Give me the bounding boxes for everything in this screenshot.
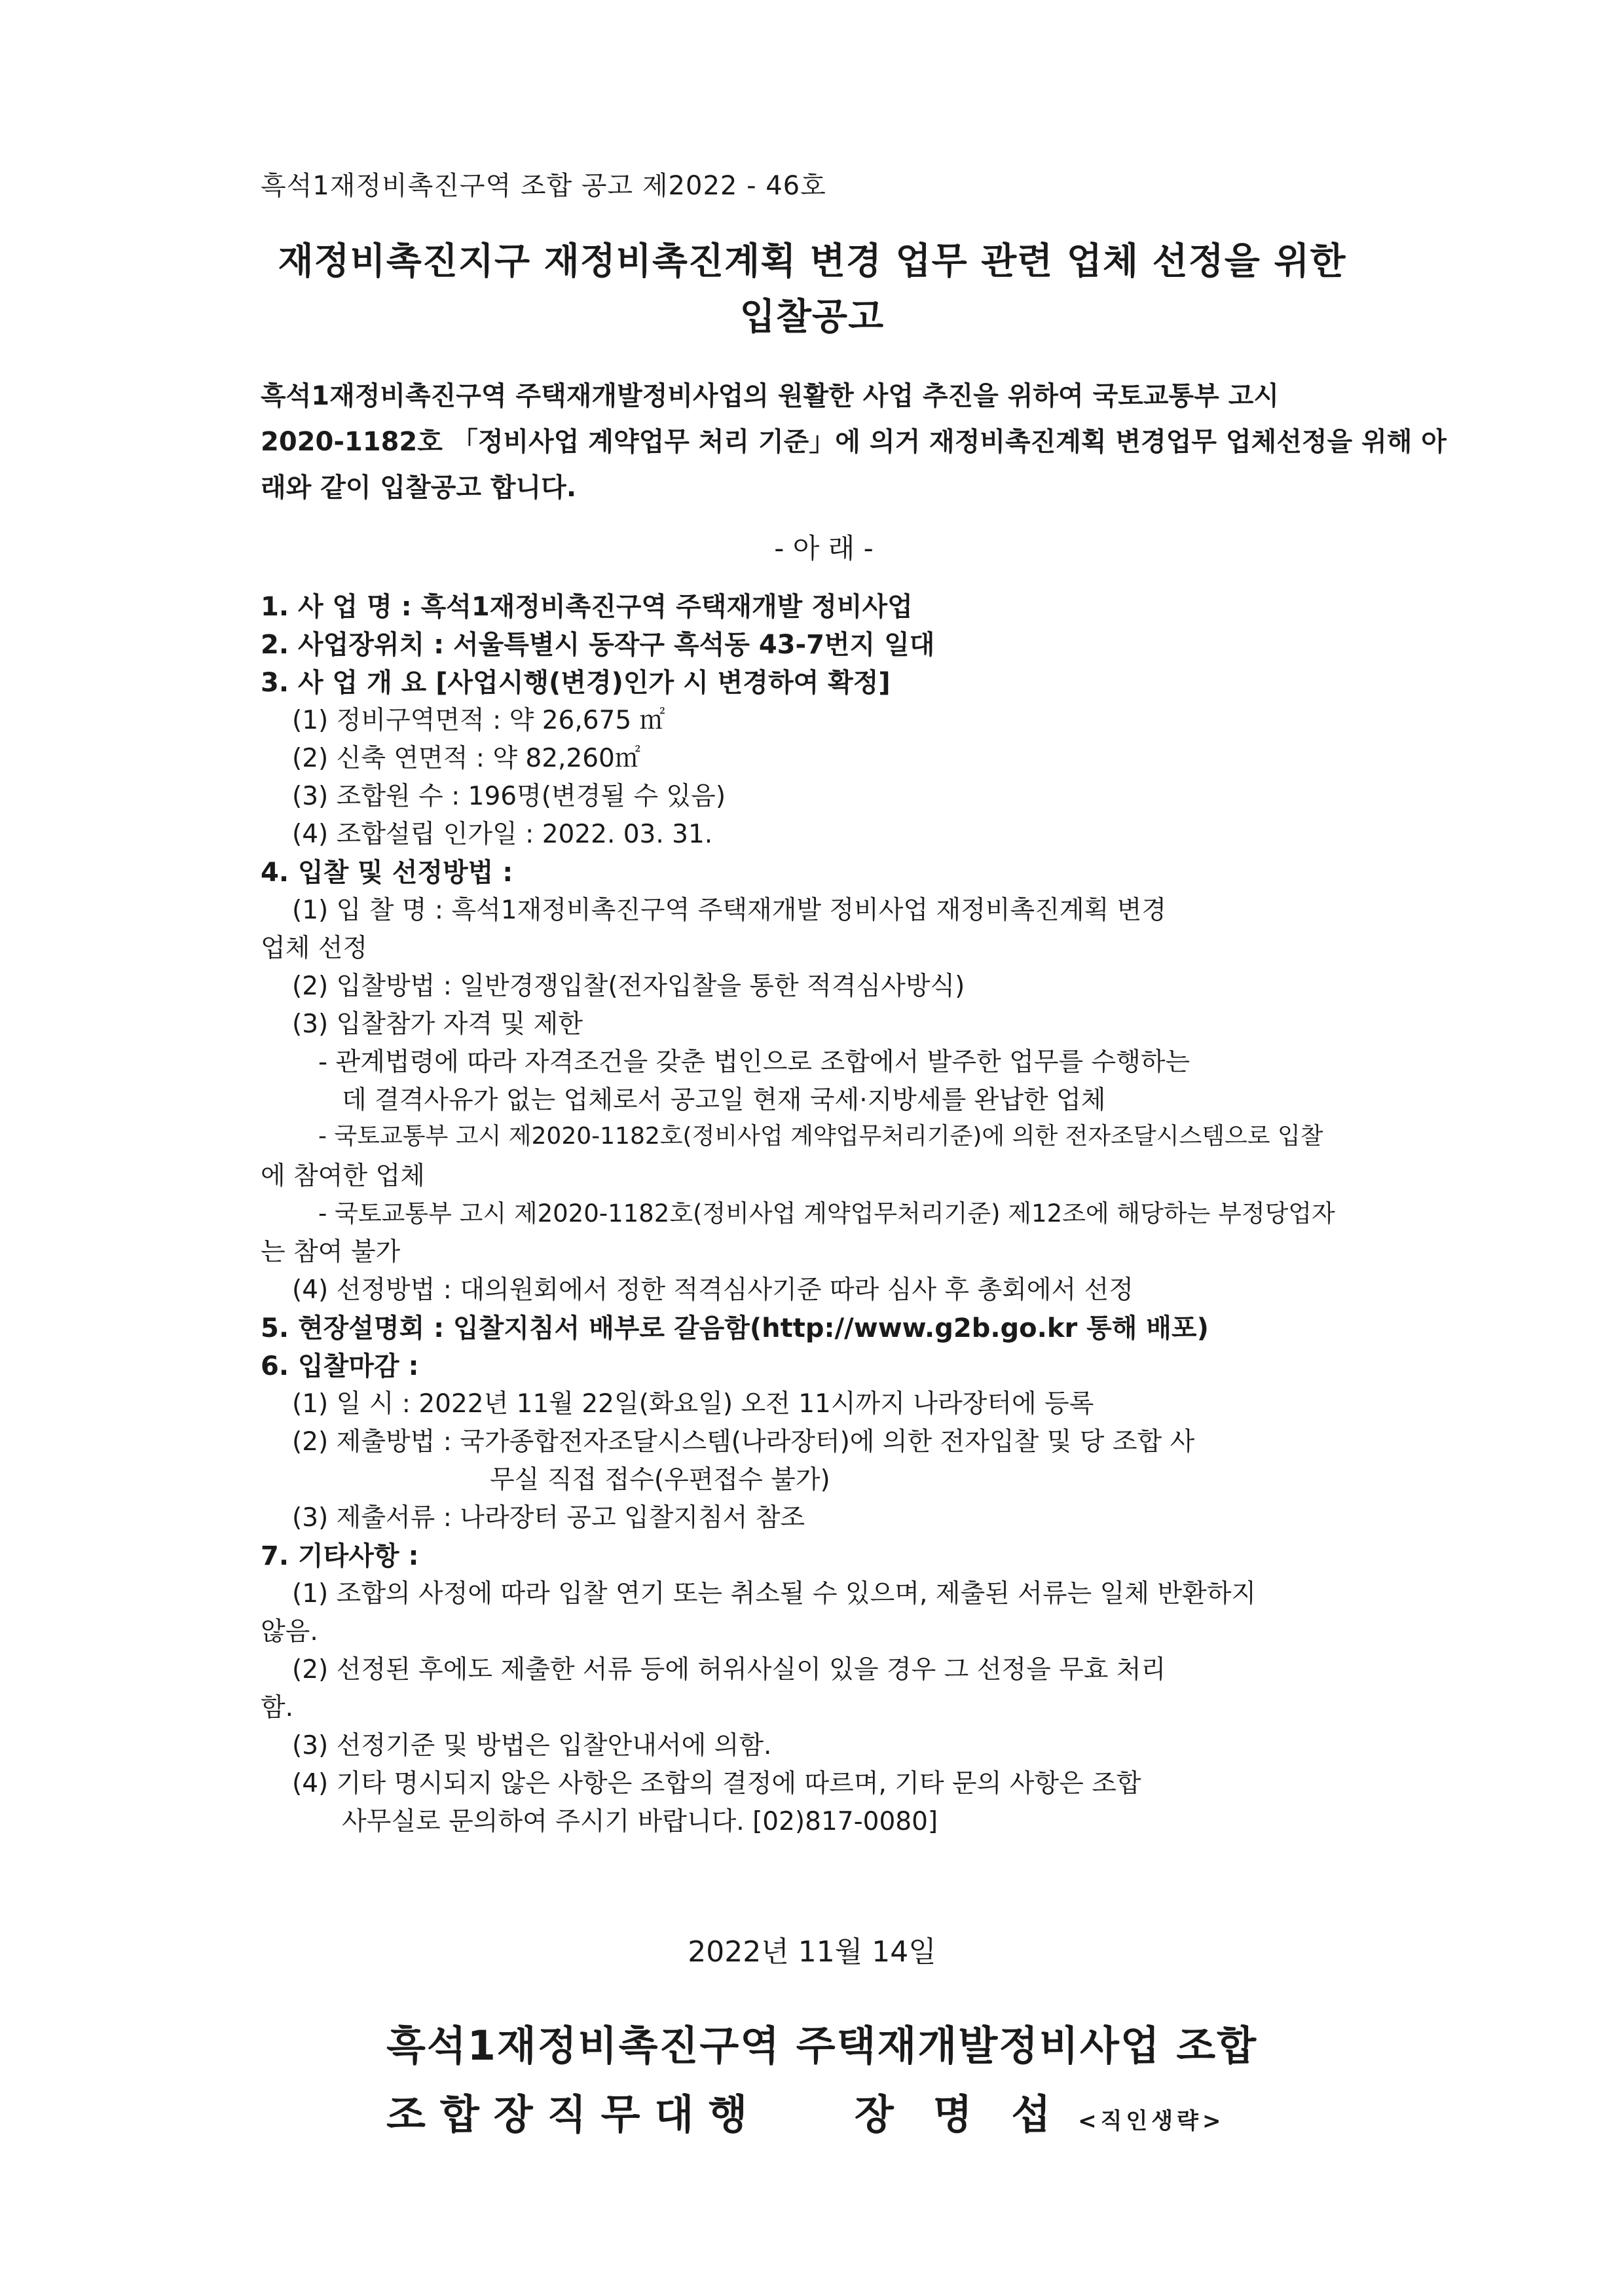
item-7-1-cont: 않음. — [261, 1617, 318, 1647]
seal-omitted-note: <직인생략> — [1078, 2108, 1225, 2134]
section-divider-arae: - 아 래 - — [774, 532, 874, 564]
document-title-line2: 입찰공고 — [739, 296, 885, 338]
item-7-4-cont: 사무실로 문의하여 주시기 바랍니다. [02)817-0080] — [342, 1807, 938, 1836]
item-4-3-cond-1-cont: 데 결격사유가 없는 업체로서 공고일 현재 국세·지방세를 완납한 업체 — [342, 1085, 1106, 1115]
item-1-project-name: 1. 사 업 명 : 흑석1재정비촉진구역 주택재개발 정비사업 — [261, 592, 913, 622]
item-3-2-floor-area: (2) 신축 연면적 : 약 82,260㎡ — [292, 744, 640, 773]
item-2-project-location: 2. 사업장위치 : 서울특별시 동작구 흑석동 43-7번지 일대 — [261, 630, 935, 660]
notice-date: 2022년 11월 14일 — [688, 1935, 936, 1969]
intro-line: 2020-1182호 「정비사업 계약업무 처리 기준」에 의거 재정비촉진계획 변경업무 업체선정을 위해 아 — [261, 427, 1447, 457]
intro-line: 흑석1재정비촉진구역 주택재개발정비사업의 원활한 사업 추진을 위하여 국토교통부 고시 — [261, 381, 1279, 411]
representative-title: 조합장직무대행 — [386, 2090, 762, 2138]
item-3-1-area: (1) 정비구역면적 : 약 26,675 ㎡ — [292, 706, 665, 735]
representative-line — [386, 2082, 1225, 2140]
intro-paragraph — [261, 373, 1447, 511]
item-4-3-cond-2: - 국토교통부 고시 제2020-1182호(정비사업 계약업무처리기준)에 의한 전자조달시스템으로 입찰 — [318, 1123, 1323, 1150]
item-4-3-cond-3: - 국토교통부 고시 제2020-1182호(정비사업 계약업무처리기준) 제12조에 해당하는 부정당업자 — [318, 1199, 1335, 1228]
item-3-4-approval-date: (4) 조합설립 인가일 : 2022. 03. 31. — [292, 820, 713, 849]
item-7-4: (4) 기타 명시되지 않은 사항은 조합의 결정에 따르며, 기타 문의 사항은 조합 — [292, 1769, 1141, 1798]
item-4-2-bid-type: (2) 입찰방법 : 일반경쟁입찰(전자입찰을 통한 적격심사방식) — [292, 972, 965, 1001]
item-4-1-bid-name-cont: 업체 선정 — [261, 934, 368, 963]
item-7-2: (2) 선정된 후에도 제출한 서류 등에 허위사실이 있을 경우 그 선정을 무효 처리 — [292, 1655, 1166, 1685]
item-3-project-overview: 3. 사 업 개 요 [사업시행(변경)인가 시 변경하여 확정] — [261, 668, 891, 698]
item-6-3-documents: (3) 제출서류 : 나라장터 공고 입찰지침서 참조 — [292, 1503, 805, 1533]
item-3-3-members: (3) 조합원 수 : 196명(변경될 수 있음) — [292, 782, 726, 811]
item-4-1-bid-name: (1) 입 찰 명 : 흑석1재정비촉진구역 주택재개발 정비사업 재정비촉진계획 변경 — [292, 896, 1166, 925]
item-5-site-briefing: 5. 현장설명회 : 입찰지침서 배부로 갈음함(http://www.g2b.go.kr 통해 배포) — [261, 1313, 1209, 1343]
item-4-4-selection: (4) 선정방법 : 대의원회에서 정한 적격심사기준 따라 심사 후 총회에서 선정 — [292, 1275, 1134, 1305]
representative-name: 장명섭 — [854, 2090, 1090, 2138]
item-6-2-submit-cont: 무실 직접 접수(우편접수 불가) — [490, 1465, 830, 1495]
item-4-3-qualification: (3) 입찰참가 자격 및 제한 — [292, 1010, 583, 1039]
document-title-line1: 재정비촉진지구 재정비촉진계획 변경 업무 관련 업체 선정을 위한 — [278, 240, 1346, 283]
item-6-bid-deadline: 6. 입찰마감 : — [261, 1351, 419, 1381]
item-7-3: (3) 선정기준 및 방법은 입찰안내서에 의함. — [292, 1731, 772, 1760]
item-4-3-cond-2-cont: 에 참여한 업체 — [261, 1161, 425, 1191]
item-6-1-datetime: (1) 일 시 : 2022년 11월 22일(화요일) 오전 11시까지 나라장터에 등록 — [292, 1389, 1094, 1419]
item-7-other: 7. 기타사항 : — [261, 1541, 419, 1571]
item-4-3-cond-3-cont: 는 참여 불가 — [261, 1237, 401, 1267]
organization-name: 흑석1재정비촉진구역 주택재개발정비사업 조합 — [386, 2022, 1258, 2069]
intro-line: 래와 같이 입찰공고 합니다. — [261, 473, 577, 503]
item-4-3-cond-1: - 관계법령에 따라 자격조건을 갖춘 법인으로 조합에서 발주한 업무를 수행하는 — [318, 1048, 1190, 1077]
notice-number: 흑석1재정비촉진구역 조합 공고 제2022 - 46호 — [261, 171, 826, 201]
item-4-bid-method: 4. 입찰 및 선정방법 : — [261, 858, 513, 888]
item-7-1: (1) 조합의 사정에 따라 입찰 연기 또는 취소될 수 있으며, 제출된 서류는 일체 반환하지 — [292, 1579, 1257, 1609]
item-6-2-submit-method: (2) 제출방법 : 국가종합전자조달시스템(나라장터)에 의한 전자입찰 및 당 조합 사 — [292, 1427, 1195, 1457]
item-7-2-cont: 함. — [261, 1693, 294, 1722]
